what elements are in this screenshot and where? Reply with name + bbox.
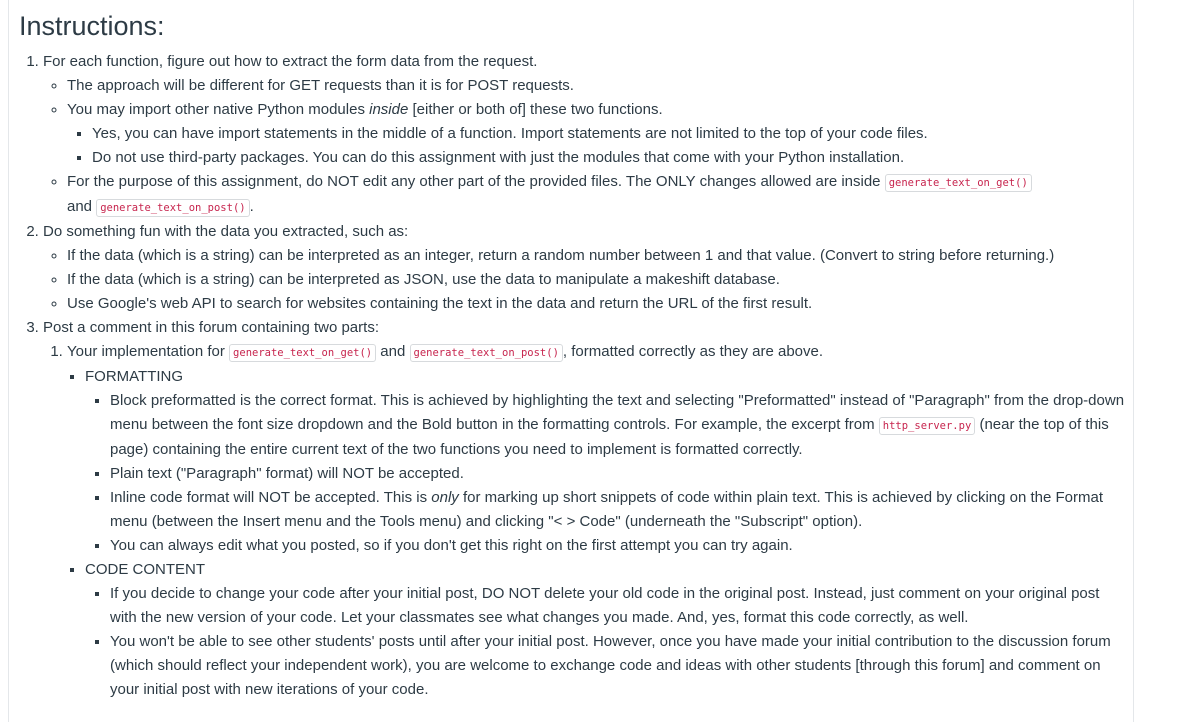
list-item: ◦ The approach will be different for GET requests than it is for POST requests. [67,74,1129,98]
list-item: ◦ If the data (which is a string) can be interpreted as an integer, return a random number between 1 and that value. (Convert to string before returning.) [67,244,1129,268]
list-item: ◦ Use Google's web API to search for websites containing the text in the data and return the URL of the first result. [67,292,1129,316]
list-item: ◦ If the data (which is a string) can be interpreted as JSON, use the data to manipulate a makeshift database. [67,268,1129,292]
list-item: ▪ Yes, you can have import statements in the middle of a function. Import statements are not limited to the top of your code files. [92,122,1129,146]
formatting-heading: FORMATTING [85,368,184,385]
list-item-step-1 [43,50,1129,220]
list-item: ▪ You won't be able to see other students' posts until after your initial post. However, once you have made your initial contribution to the discussion forum (which should reflect your independent work), you are welcome to exchange code and ideas with other students [through this forum] and comment on your initial post with new iterations of your code. [110,630,1129,702]
list-item: ▪ Inline code format will NOT be accepted. This is only for marking up short snippets of code within plain text. This is achieved by clicking on the Format menu (between the Insert menu and the Tools menu) and clicking "< > Code" (underneath the "Subscript" option). [110,486,1129,534]
page-title: Instructions: [19,11,165,41]
step-3-text: Post a comment in this forum containing two parts: [43,319,379,336]
formatting-section [85,365,1129,558]
code-content-list [85,582,1129,702]
part-1-sections [67,365,1129,702]
step-3-sublist [43,340,1129,702]
formatting-list [85,389,1129,558]
list-item: ▪ Do not use third-party packages. You can do this assignment with just the modules that come with your Python installation. [92,146,1129,170]
step-2-sublist [43,244,1129,316]
import-notes-list [67,122,1129,170]
list-item-step-3 [43,316,1129,702]
step-2-text: Do something fun with the data you extracted, such as: [43,223,409,240]
instructions-content [19,0,1129,722]
right-border [1133,0,1134,722]
inline-code: generate_text_on_get() [229,344,376,362]
code-content-heading: CODE CONTENT [85,561,205,578]
instructions-list [19,50,1129,702]
inline-code: generate_text_on_post() [410,344,563,362]
code-content-section [85,558,1129,702]
list-item-step-2 [43,220,1129,316]
inline-code: generate_text_on_post() [96,199,249,217]
list-item: ▪ You can always edit what you posted, so if you don't get this right on the first attempt you can try again. [110,534,1129,558]
inline-code: http_server.py [879,417,976,435]
list-item: ▪ If you decide to change your code after your initial post, DO NOT delete your old code in the original post. Instead, just comment on your original post with the new version of your code. Let your classmates see what changes you made. And, yes, format this code correctly, as well. [110,582,1129,630]
step-1-sublist [43,74,1129,220]
list-item: ▪ Block preformatted is the correct format. This is achieved by highlighting the text and selecting "Preformatted" instead of "Paragraph" from the drop-down menu between the font size dropdown and the Bold button in the formatting controls. For example, the excerpt from http_server.py (near the top of this page) containing the entire current text of the two functions you need to implement is formatted correctly. [110,389,1129,462]
left-border [8,0,9,722]
list-item: ◦ For the purpose of this assignment, do NOT edit any other part of the provided files. The ONLY changes allowed are inside generate_text_on_get() and generate_text_on_post() . [67,170,1129,220]
list-item: ▪ Plain text ("Paragraph" format) will NOT be accepted. [110,462,1129,486]
step-1-text: For each function, figure out how to extract the form data from the request. [43,53,538,70]
list-item: 1. Your implementation for generate_text_on_get() and generate_text_on_post() , formatted correctly as they are above. ▪ FORMATTING ▪ Block preformatted is the correct format. This is achieved by highlighting the text and selecting "Preformatted" instead of "Paragraph" from the drop-down menu between the font size dropdown and the Bold button in the formatting controls. For example, the excerpt from http_server.py (near the top of this page) containing the entire current text of the two functions you need to implement is formatted correctly. ▪ Plain text ("Paragraph" format) will NOT be accepted. ▪ Inline code format will NOT be accepted. This is only for marking up short snippets of code within plain text. This is achieved by clicking on the Format menu (between the Insert menu and the Tools menu) and clicking "< > Code" (underneath the "Subscript" option). ▪ You can always edit what you posted, so if you don't get this right on the first attempt you can try again. ▪ CODE CONTENT ▪ If you decide to change your code after your initial post, DO NOT delete your old code in the original post. Instead, just comment on your original post with the new version of your code. Let your classmates see what changes you made. And, yes, format this code correctly, as well. ▪ You won't be able to see other students' posts until after your initial post. However, once you have made your initial contribution to the discussion forum (which should reflect your independent work), you are welcome to exchange code and ideas with other students [through this forum] and comment on your initial post with new iterations of your code. [67,340,1129,702]
list-item: ◦ You may import other native Python modules inside [either or both of] these two functions. ▪ Yes, you can have import statements in the middle of a function. Import statements are not limited to the top of your code files. ▪ Do not use third-party packages. You can do this assignment with just the modules that come with your Python installation. [67,98,1129,170]
inline-code: generate_text_on_get() [885,174,1032,192]
